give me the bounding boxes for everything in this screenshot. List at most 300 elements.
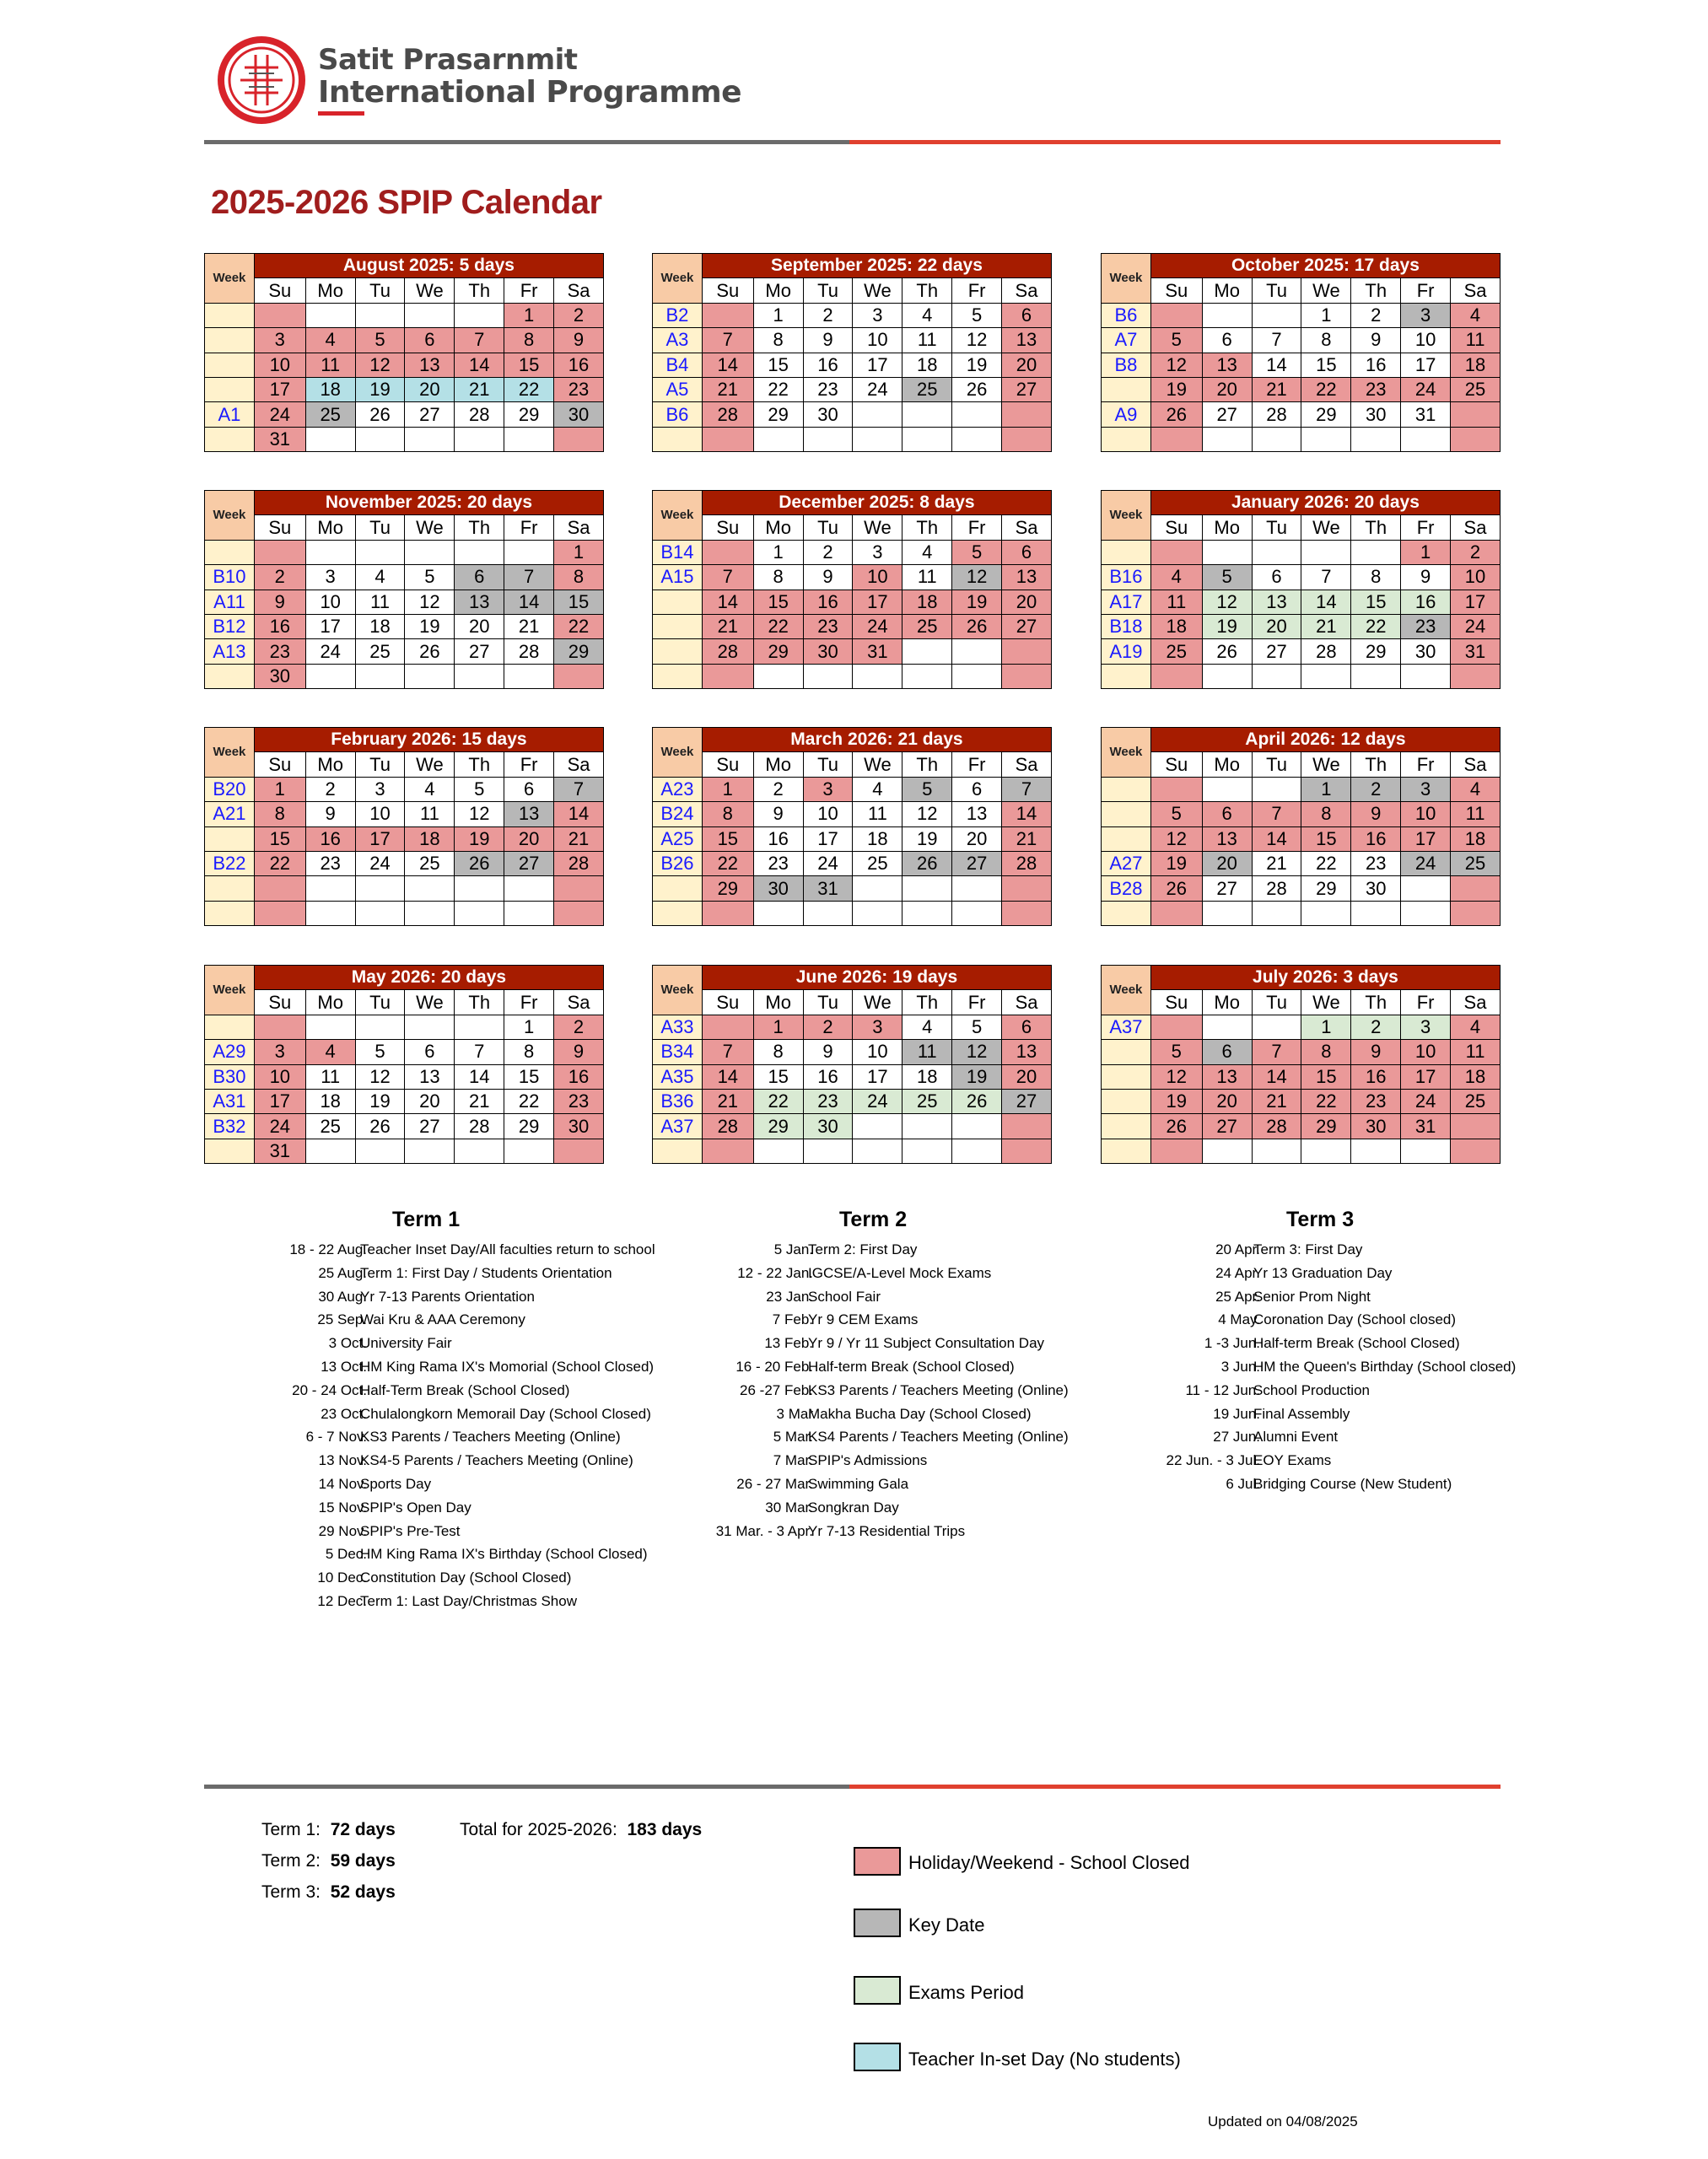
- month-calendar: [1101, 253, 1501, 452]
- calendar-day: [455, 901, 504, 925]
- day-name-header: Fr: [1401, 752, 1451, 777]
- calendar-day: [455, 427, 504, 451]
- calendar-day: 8: [254, 802, 305, 826]
- calendar-day: [702, 540, 753, 564]
- calendar-day: 30: [554, 402, 604, 427]
- calendar-day: [702, 1139, 753, 1163]
- calendar-day: [355, 664, 405, 688]
- event-description: Term 1: First Day / Students Orientation: [360, 1264, 612, 1281]
- calendar-day: [1301, 427, 1351, 451]
- day-name-header: Th: [455, 752, 504, 777]
- event-description: Songkran Day: [808, 1499, 899, 1516]
- calendar-day: 22: [753, 614, 803, 638]
- calendar-day: 22: [702, 851, 753, 875]
- calendar-day: 17: [1401, 826, 1451, 851]
- calendar-day: 6: [952, 777, 1002, 801]
- calendar-day: 4: [902, 1015, 952, 1039]
- calendar-day: [305, 876, 355, 901]
- calendar-day: 11: [355, 590, 405, 614]
- event-description: Final Assembly: [1253, 1405, 1350, 1422]
- calendar-day: 18: [902, 1064, 952, 1089]
- week-code: B4: [653, 353, 703, 377]
- week-code: [205, 303, 255, 327]
- calendar-day: 28: [1002, 851, 1052, 875]
- day-name-header: Tu: [1252, 515, 1301, 540]
- calendar-day: [952, 664, 1002, 688]
- calendar-day: 23: [753, 851, 803, 875]
- term-3-heading: Term 3: [1286, 1208, 1355, 1231]
- calendar-day: [853, 901, 902, 925]
- calendar-day: 7: [504, 565, 554, 590]
- calendar-day: [305, 901, 355, 925]
- event-date: 1 -3 Jun.: [1204, 1335, 1260, 1352]
- calendar-day: [902, 1114, 952, 1139]
- event-description: Yr 13 Graduation Day: [1253, 1264, 1393, 1281]
- legend-swatch-exams: [854, 1976, 901, 2005]
- total-days-summary: [460, 1820, 702, 1840]
- calendar-day: [853, 427, 902, 451]
- calendar-day: [902, 1139, 952, 1163]
- term1-label: Term 1:: [261, 1820, 321, 1839]
- calendar-day: [1252, 664, 1301, 688]
- event-description: SPIP's Pre-Test: [360, 1522, 461, 1539]
- header-rule-grey: [204, 140, 849, 144]
- calendar-day: 28: [1252, 402, 1301, 427]
- calendar-day: 17: [355, 826, 405, 851]
- calendar-day: [355, 427, 405, 451]
- calendar-day: [355, 901, 405, 925]
- calendar-day: 9: [803, 1040, 853, 1064]
- calendar-day: [952, 1139, 1002, 1163]
- calendar-day: 14: [702, 590, 753, 614]
- calendar-day: [1150, 303, 1202, 327]
- calendar-day: [554, 1139, 604, 1163]
- calendar-day: 29: [504, 1114, 554, 1139]
- calendar-day: 2: [803, 303, 853, 327]
- calendar-day: 25: [902, 377, 952, 401]
- event-description: Teacher Inset Day/All faculties return to school: [360, 1241, 655, 1257]
- calendar-day: 13: [1202, 353, 1252, 377]
- day-name-header: Tu: [1252, 278, 1301, 303]
- calendar-day: 4: [1451, 777, 1501, 801]
- calendar-day: 16: [1351, 1064, 1401, 1089]
- month-calendar: [1101, 727, 1501, 926]
- calendar-day: 27: [405, 1114, 455, 1139]
- calendar-day: [1202, 777, 1252, 801]
- calendar-day: 5: [355, 328, 405, 353]
- calendar-day: 22: [1351, 614, 1401, 638]
- calendar-day: 18: [1451, 826, 1501, 851]
- week-code: B24: [653, 802, 703, 826]
- event-date: 6 - 7 Nov.: [305, 1429, 367, 1446]
- calendar-day: 17: [254, 377, 305, 401]
- footer-rule-grey: [204, 1785, 849, 1789]
- calendar-day: 22: [753, 377, 803, 401]
- calendar-day: [753, 1139, 803, 1163]
- day-name-header: Fr: [504, 278, 554, 303]
- calendar-day: 8: [504, 328, 554, 353]
- event-description: Chulalongkorn Memorail Day (School Closed): [360, 1405, 651, 1422]
- event-date: 16 - 20 Feb.: [735, 1358, 813, 1375]
- calendar-day: [504, 664, 554, 688]
- footer-rule-red: [849, 1785, 1501, 1789]
- week-code: B22: [205, 851, 255, 875]
- calendar-day: [1401, 664, 1451, 688]
- calendar-day: [1002, 901, 1052, 925]
- calendar-day: 26: [455, 851, 504, 875]
- calendar-day: [1451, 876, 1501, 901]
- calendar-day: 24: [254, 1114, 305, 1139]
- calendar-day: [1401, 876, 1451, 901]
- calendar-day: 1: [1401, 540, 1451, 564]
- month-title: January 2026: 20 days: [1150, 491, 1500, 515]
- calendar-day: 19: [405, 614, 455, 638]
- week-code: [205, 1139, 255, 1163]
- calendar-day: [1002, 427, 1052, 451]
- week-code: [205, 901, 255, 925]
- event-date: 3 Mar: [776, 1405, 813, 1422]
- calendar-day: [355, 540, 405, 564]
- calendar-day: [405, 427, 455, 451]
- calendar-day: 31: [803, 876, 853, 901]
- calendar-day: 21: [504, 614, 554, 638]
- calendar-day: 30: [803, 1114, 853, 1139]
- day-name-header: Fr: [504, 990, 554, 1015]
- event-description: Swimming Gala: [808, 1475, 909, 1492]
- day-name-header: Su: [702, 990, 753, 1015]
- calendar-day: [952, 1114, 1002, 1139]
- calendar-day: 8: [504, 1040, 554, 1064]
- calendar-day: [305, 427, 355, 451]
- day-name-header: Th: [455, 990, 504, 1015]
- calendar-day: 25: [305, 1114, 355, 1139]
- day-name-header: Fr: [504, 752, 554, 777]
- calendar-day: 15: [504, 1064, 554, 1089]
- calendar-day: 13: [1002, 328, 1052, 353]
- legend-swatch-key-date: [854, 1909, 901, 1937]
- month-calendar: [652, 490, 1052, 689]
- calendar-day: 26: [1150, 1114, 1202, 1139]
- calendar-day: 24: [1401, 1089, 1451, 1113]
- calendar-day: [504, 876, 554, 901]
- calendar-day: 20: [455, 614, 504, 638]
- week-code: [653, 590, 703, 614]
- calendar-day: 28: [702, 1114, 753, 1139]
- month-title: September 2025: 22 days: [702, 254, 1051, 278]
- day-name-header: Sa: [1451, 990, 1501, 1015]
- calendar-day: 2: [554, 1015, 604, 1039]
- calendar-day: 26: [1150, 402, 1202, 427]
- calendar-day: 6: [1202, 328, 1252, 353]
- calendar-day: 11: [405, 802, 455, 826]
- calendar-day: 2: [1451, 540, 1501, 564]
- calendar-day: 13: [1002, 565, 1052, 590]
- calendar-day: [405, 303, 455, 327]
- calendar-day: 29: [504, 402, 554, 427]
- event-description: HM King Rama IX's Momorial (School Closed): [360, 1358, 655, 1375]
- calendar-day: [405, 1139, 455, 1163]
- legend-label-exams: Exams Period: [908, 1982, 1024, 2003]
- day-name-header: Th: [902, 990, 952, 1015]
- calendar-day: 23: [554, 377, 604, 401]
- event-description: SPIP's Open Day: [360, 1499, 471, 1516]
- calendar-day: 27: [1202, 1114, 1252, 1139]
- day-name-header: Su: [254, 990, 305, 1015]
- month-title: February 2026: 15 days: [254, 728, 603, 752]
- calendar-day: [254, 876, 305, 901]
- calendar-day: 31: [853, 639, 902, 664]
- week-code: A29: [205, 1040, 255, 1064]
- calendar-day: [1150, 664, 1202, 688]
- day-name-header: Su: [702, 278, 753, 303]
- calendar-day: 16: [753, 826, 803, 851]
- calendar-day: 30: [1401, 639, 1451, 664]
- calendar-day: [305, 303, 355, 327]
- event-date: 13 Oct.: [321, 1358, 367, 1375]
- calendar-day: 27: [405, 402, 455, 427]
- event-date: 14 Nov.: [318, 1475, 367, 1492]
- calendar-day: [702, 664, 753, 688]
- calendar-day: 15: [702, 826, 753, 851]
- calendar-day: 29: [753, 639, 803, 664]
- calendar-day: [455, 1139, 504, 1163]
- month-title: October 2025: 17 days: [1150, 254, 1500, 278]
- calendar-day: 20: [1252, 614, 1301, 638]
- calendar-day: 11: [1150, 590, 1202, 614]
- calendar-day: 1: [504, 1015, 554, 1039]
- event-date: 25 Sep.: [317, 1311, 367, 1328]
- calendar-day: 7: [455, 1040, 504, 1064]
- calendar-day: 20: [504, 826, 554, 851]
- month-calendar: [1101, 965, 1501, 1164]
- week-code: A27: [1102, 851, 1151, 875]
- calendar-day: 23: [803, 1089, 853, 1113]
- calendar-day: 21: [1252, 377, 1301, 401]
- calendar-day: [554, 427, 604, 451]
- day-name-header: Fr: [952, 515, 1002, 540]
- week-code: A5: [653, 377, 703, 401]
- week-code: [1102, 1040, 1151, 1064]
- week-code: [1102, 377, 1151, 401]
- calendar-day: 5: [1150, 328, 1202, 353]
- day-name-header: Fr: [952, 990, 1002, 1015]
- day-name-header: We: [1301, 515, 1351, 540]
- calendar-day: 10: [853, 1040, 902, 1064]
- calendar-day: 13: [504, 802, 554, 826]
- week-code: [205, 1015, 255, 1039]
- calendar-day: 5: [355, 1040, 405, 1064]
- calendar-day: 3: [355, 777, 405, 801]
- week-header: Week: [653, 254, 703, 304]
- event-description: Yr 7-13 Parents Orientation: [360, 1288, 535, 1305]
- week-code: [205, 377, 255, 401]
- calendar-day: 27: [455, 639, 504, 664]
- calendar-day: [753, 901, 803, 925]
- calendar-day: [1252, 427, 1301, 451]
- calendar-day: 13: [1202, 1064, 1252, 1089]
- calendar-day: 2: [753, 777, 803, 801]
- calendar-day: 16: [554, 1064, 604, 1089]
- calendar-day: [1351, 664, 1401, 688]
- calendar-day: 13: [952, 802, 1002, 826]
- calendar-day: 4: [305, 328, 355, 353]
- calendar-day: 11: [305, 353, 355, 377]
- calendar-day: 15: [1301, 1064, 1351, 1089]
- calendar-day: [455, 664, 504, 688]
- calendar-day: 31: [1451, 639, 1501, 664]
- calendar-day: 9: [753, 802, 803, 826]
- calendar-day: 4: [853, 777, 902, 801]
- event-date: 20 - 24 Oct.: [292, 1381, 367, 1398]
- event-date: 19 Jun.: [1213, 1405, 1260, 1422]
- calendar-day: 24: [853, 377, 902, 401]
- week-code: [653, 664, 703, 688]
- calendar-day: [1002, 876, 1052, 901]
- calendar-day: [1202, 664, 1252, 688]
- calendar-day: 23: [254, 639, 305, 664]
- calendar-day: [902, 639, 952, 664]
- calendar-day: 27: [1252, 639, 1301, 664]
- calendar-day: 20: [1202, 377, 1252, 401]
- calendar-day: [1252, 1139, 1301, 1163]
- calendar-day: 24: [853, 1089, 902, 1113]
- term-1-heading: Term 1: [392, 1208, 461, 1231]
- event-date: 13 Feb.: [764, 1335, 813, 1352]
- month-title: March 2026: 21 days: [702, 728, 1051, 752]
- calendar-day: 30: [1351, 1114, 1401, 1139]
- calendar-day: 21: [1002, 826, 1052, 851]
- calendar-day: [1150, 427, 1202, 451]
- day-name-header: Th: [455, 515, 504, 540]
- day-name-header: We: [1301, 990, 1351, 1015]
- week-code: B26: [653, 851, 703, 875]
- day-name-header: Tu: [1252, 990, 1301, 1015]
- calendar-day: 27: [1002, 614, 1052, 638]
- calendar-day: 19: [1150, 377, 1202, 401]
- calendar-day: 17: [803, 826, 853, 851]
- calendar-day: 6: [504, 777, 554, 801]
- calendar-day: 20: [952, 826, 1002, 851]
- calendar-day: [1451, 1139, 1501, 1163]
- calendar-day: 2: [1351, 303, 1401, 327]
- week-code: B6: [653, 402, 703, 427]
- day-name-header: Su: [254, 278, 305, 303]
- day-name-header: Sa: [554, 278, 604, 303]
- calendar-day: 15: [1301, 353, 1351, 377]
- calendar-day: 8: [753, 565, 803, 590]
- term3-label: Term 3:: [261, 1882, 321, 1902]
- calendar-day: 29: [702, 876, 753, 901]
- calendar-day: 12: [952, 565, 1002, 590]
- calendar-day: 4: [1150, 565, 1202, 590]
- event-date: 4 May.: [1218, 1311, 1260, 1328]
- day-name-header: We: [405, 752, 455, 777]
- calendar-day: 5: [902, 777, 952, 801]
- calendar-day: 2: [254, 565, 305, 590]
- calendar-day: 26: [405, 639, 455, 664]
- day-name-header: Su: [1150, 515, 1202, 540]
- calendar-day: 6: [405, 328, 455, 353]
- week-code: [653, 427, 703, 451]
- calendar-day: 2: [554, 303, 604, 327]
- calendar-day: [355, 1015, 405, 1039]
- calendar-day: [1002, 639, 1052, 664]
- event-description: KS3 Parents / Teachers Meeting (Online): [808, 1381, 1069, 1398]
- week-code: A11: [205, 590, 255, 614]
- calendar-day: 4: [405, 777, 455, 801]
- week-code: [653, 614, 703, 638]
- calendar-day: 16: [803, 590, 853, 614]
- calendar-day: 12: [405, 590, 455, 614]
- calendar-day: 21: [554, 826, 604, 851]
- calendar-day: 31: [254, 427, 305, 451]
- month-title: December 2025: 8 days: [702, 491, 1051, 515]
- event-description: School Fair: [808, 1288, 881, 1305]
- calendar-day: 3: [853, 303, 902, 327]
- calendar-day: 21: [702, 1089, 753, 1113]
- calendar-day: 6: [455, 565, 504, 590]
- calendar-day: 30: [753, 876, 803, 901]
- calendar-day: [1401, 1139, 1451, 1163]
- updated-date: Updated on 04/08/2025: [1208, 2113, 1358, 2129]
- calendar-day: [902, 427, 952, 451]
- calendar-day: [702, 901, 753, 925]
- calendar-day: [305, 1139, 355, 1163]
- calendar-day: 25: [1451, 1089, 1501, 1113]
- week-code: [1102, 1064, 1151, 1089]
- calendar-day: 2: [1351, 777, 1401, 801]
- calendar-day: 30: [1351, 402, 1401, 427]
- calendar-day: 26: [355, 402, 405, 427]
- calendar-day: 18: [305, 1089, 355, 1113]
- day-name-header: Su: [702, 752, 753, 777]
- event-date: 12 Dec.: [317, 1592, 367, 1609]
- calendar-day: 11: [1451, 328, 1501, 353]
- calendar-day: [1150, 1139, 1202, 1163]
- school-name: [318, 44, 741, 116]
- day-name-header: We: [853, 515, 902, 540]
- calendar-day: 25: [902, 1089, 952, 1113]
- week-code: A25: [653, 826, 703, 851]
- calendar-day: 3: [1401, 777, 1451, 801]
- calendar-day: 19: [952, 353, 1002, 377]
- calendar-day: 4: [1451, 1015, 1501, 1039]
- calendar-day: [902, 664, 952, 688]
- week-code: [205, 876, 255, 901]
- calendar-day: [803, 427, 853, 451]
- legend-label-holiday: Holiday/Weekend - School Closed: [908, 1852, 1190, 1873]
- calendar-day: 10: [1401, 328, 1451, 353]
- calendar-day: [1351, 540, 1401, 564]
- calendar-day: 10: [853, 565, 902, 590]
- calendar-day: [1202, 1139, 1252, 1163]
- calendar-day: [1451, 901, 1501, 925]
- calendar-day: [702, 427, 753, 451]
- term2-label: Term 2:: [261, 1851, 321, 1871]
- week-code: B28: [1102, 876, 1151, 901]
- day-name-header: Tu: [803, 752, 853, 777]
- calendar-day: 21: [1252, 1089, 1301, 1113]
- event-description: Coronation Day (School closed): [1253, 1311, 1457, 1328]
- calendar-day: 25: [1451, 377, 1501, 401]
- day-name-header: Mo: [305, 278, 355, 303]
- week-header: Week: [1102, 966, 1151, 1015]
- calendar-day: 22: [504, 377, 554, 401]
- calendar-day: 16: [1351, 826, 1401, 851]
- calendar-day: 14: [1252, 353, 1301, 377]
- calendar-day: 23: [1351, 377, 1401, 401]
- calendar-day: 5: [952, 1015, 1002, 1039]
